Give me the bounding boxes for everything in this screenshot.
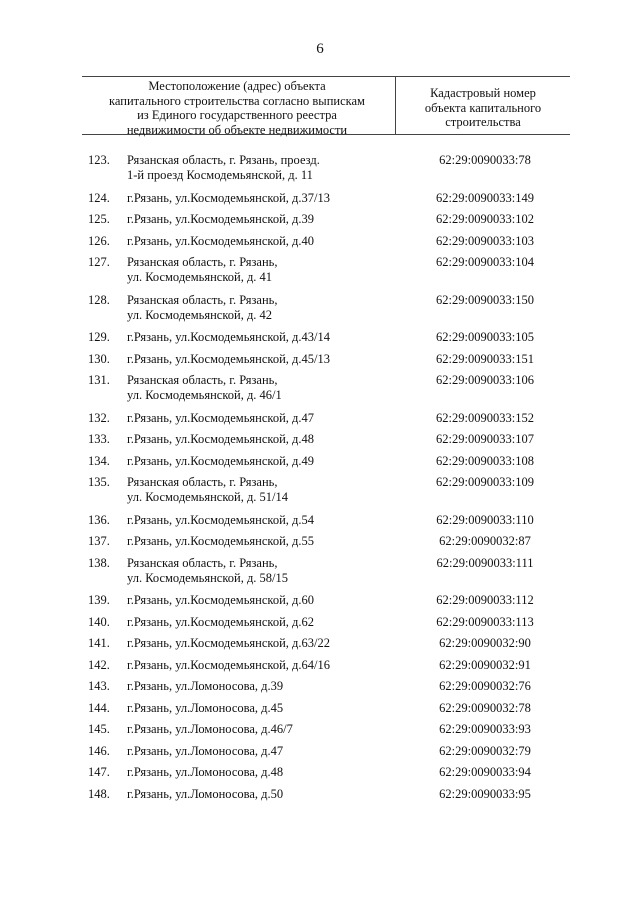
row-cadastral-number: 62:29:0090033:107: [436, 432, 534, 446]
row-cadastral-number: 62:29:0090033:111: [436, 555, 534, 570]
row-number: 135.: [88, 475, 110, 489]
row-address: [127, 191, 407, 206]
table-row: [0, 744, 640, 766]
table-row: [0, 454, 640, 476]
table-row: [0, 330, 640, 352]
table-row: [0, 513, 640, 535]
table-row: [0, 153, 640, 191]
row-number: 143.: [88, 679, 110, 693]
address-line: ул. Космодемьянской, д. 42: [127, 307, 273, 322]
row-address: [127, 293, 407, 323]
row-cadastral-number: 62:29:0090032:79: [439, 743, 531, 758]
table-body: [0, 153, 640, 808]
row-cadastral-number: 62:29:0090032:90: [439, 636, 531, 650]
row-number: 140.: [88, 614, 110, 629]
row-cadastral-number: 62:29:0090033:78: [439, 153, 531, 167]
page-number: 6: [316, 41, 324, 57]
row-cadastral-number: 62:29:0090032:87: [439, 534, 531, 548]
address-line: г.Рязань, ул.Ломоносова, д.45: [127, 700, 284, 715]
row-number: 128.: [88, 292, 110, 307]
table-row: [0, 234, 640, 256]
row-address: [127, 722, 407, 737]
table-row: [0, 373, 640, 411]
row-cadastral-number: 62:29:0090033:93: [439, 722, 531, 736]
row-number: 146.: [88, 743, 110, 758]
row-number: 131.: [88, 373, 110, 387]
table-row: [0, 636, 640, 658]
row-number: 148.: [88, 786, 110, 801]
row-address: [127, 593, 407, 608]
row-address: [127, 615, 407, 630]
address-header-line: Местоположение (адрес) объекта: [148, 79, 326, 93]
table-row: [0, 787, 640, 809]
address-line: г.Рязань, ул.Космодемьянской, д.63/22: [127, 636, 330, 650]
address-line: г.Рязань, ул.Ломоносова, д.50: [127, 786, 284, 801]
table-header: [82, 76, 570, 135]
row-number: 130.: [88, 351, 110, 366]
address-line: ул. Космодемьянской, д. 41: [127, 270, 273, 284]
row-number: 123.: [88, 153, 110, 167]
address-line: г.Рязань, ул.Космодемьянской, д.55: [127, 534, 314, 548]
address-line: ул. Космодемьянской, д. 46/1: [127, 388, 282, 402]
cadastral-header-line: строительства: [445, 115, 521, 129]
table-row: [0, 765, 640, 787]
row-number: 147.: [88, 765, 110, 779]
address-line: Рязанская область, г. Рязань, проезд.: [127, 153, 320, 167]
row-cadastral-number: 62:29:0090032:76: [439, 679, 531, 693]
row-cadastral-number: 62:29:0090033:105: [436, 330, 534, 344]
row-cadastral-number: 62:29:0090033:149: [436, 190, 534, 205]
cadastral-column-header: [396, 86, 570, 130]
address-header-line: недвижимости об объекте недвижимости: [126, 122, 348, 137]
row-number: 141.: [88, 636, 110, 650]
table-row: [0, 701, 640, 723]
address-line: г.Рязань, ул.Космодемьянской, д.54: [127, 512, 314, 527]
table-row: [0, 411, 640, 433]
address-line: Рязанская область, г. Рязань,: [127, 255, 278, 269]
row-address: [127, 513, 407, 528]
table-row: [0, 722, 640, 744]
table-row: [0, 352, 640, 374]
row-address: [127, 330, 407, 345]
address-column-header: [82, 79, 392, 137]
row-address: [127, 454, 407, 469]
address-line: г.Рязань, ул.Космодемьянской, д.49: [127, 453, 314, 468]
address-line: г.Рязань, ул.Ломоносова, д.48: [127, 765, 284, 779]
address-line: г.Рязань, ул.Космодемьянской, д.39: [127, 212, 314, 226]
address-line: г.Рязань, ул.Космодемьянской, д.37/13: [127, 190, 330, 205]
row-number: 125.: [88, 212, 110, 226]
row-address: [127, 352, 407, 367]
address-line: Рязанская область, г. Рязань,: [127, 555, 278, 570]
row-address: [127, 636, 407, 651]
address-line: г.Рязань, ул.Ломоносова, д.39: [127, 679, 284, 693]
table-row: [0, 432, 640, 454]
table-row: [0, 212, 640, 234]
table-row: [0, 475, 640, 513]
row-cadastral-number: 62:29:0090032:78: [439, 700, 531, 715]
address-line: г.Рязань, ул.Космодемьянской, д.64/16: [127, 657, 330, 672]
table-row: [0, 679, 640, 701]
address-line: г.Рязань, ул.Космодемьянской, д.43/14: [127, 330, 330, 344]
row-address: [127, 432, 407, 447]
row-address: [127, 787, 407, 802]
address-line: г.Рязань, ул.Космодемьянской, д.62: [127, 614, 314, 629]
row-number: 126.: [88, 233, 110, 248]
row-cadastral-number: 62:29:0090033:113: [436, 614, 534, 629]
table-row: [0, 255, 640, 293]
table-row: [0, 658, 640, 680]
row-number: 139.: [88, 593, 110, 607]
row-cadastral-number: 62:29:0090033:150: [436, 292, 534, 307]
address-line: ул. Космодемьянской, д. 58/15: [127, 570, 289, 585]
row-address: [127, 255, 407, 285]
address-line: г.Рязань, ул.Космодемьянской, д.47: [127, 410, 314, 425]
address-line: г.Рязань, ул.Космодемьянской, д.40: [127, 233, 314, 248]
address-line: г.Рязань, ул.Ломоносова, д.46/7: [127, 722, 293, 736]
row-address: [127, 212, 407, 227]
row-address: [127, 556, 407, 586]
table-row: [0, 191, 640, 213]
row-number: 137.: [88, 534, 110, 548]
row-number: 138.: [88, 555, 110, 570]
address-line: ул. Космодемьянской, д. 51/14: [127, 490, 289, 504]
cadastral-header-line: Кадастровый номер: [430, 86, 536, 100]
row-address: [127, 153, 407, 183]
address-header-line: капитального строительства согласно выпискам: [109, 93, 365, 108]
row-address: [127, 744, 407, 759]
row-cadastral-number: 62:29:0090033:95: [439, 786, 531, 801]
row-cadastral-number: 62:29:0090033:104: [436, 255, 534, 269]
row-cadastral-number: 62:29:0090033:152: [436, 410, 534, 425]
row-address: [127, 411, 407, 426]
row-number: 144.: [88, 700, 110, 715]
row-cadastral-number: 62:29:0090033:108: [436, 453, 534, 468]
row-address: [127, 475, 407, 505]
table-row: [0, 593, 640, 615]
row-cadastral-number: 62:29:0090033:106: [436, 373, 534, 387]
row-cadastral-number: 62:29:0090033:94: [439, 765, 531, 779]
row-cadastral-number: 62:29:0090032:91: [439, 657, 531, 672]
row-address: [127, 701, 407, 716]
table-row: [0, 293, 640, 331]
address-line: г.Рязань, ул.Космодемьянской, д.45/13: [127, 351, 330, 366]
row-number: 127.: [88, 255, 110, 269]
row-address: [127, 679, 407, 694]
address-line: г.Рязань, ул.Космодемьянской, д.60: [127, 593, 314, 607]
table-row: [0, 534, 640, 556]
row-number: 145.: [88, 722, 110, 736]
row-cadastral-number: 62:29:0090033:110: [436, 512, 534, 527]
row-cadastral-number: 62:29:0090033:112: [436, 593, 534, 607]
row-cadastral-number: 62:29:0090033:103: [436, 233, 534, 248]
row-address: [127, 658, 407, 673]
table-row: [0, 556, 640, 594]
row-address: [127, 373, 407, 403]
address-line: Рязанская область, г. Рязань,: [127, 475, 278, 489]
address-line: 1-й проезд Космодемьянской, д. 11: [127, 168, 313, 182]
row-number: 134.: [88, 453, 110, 468]
row-address: [127, 534, 407, 549]
row-address: [127, 234, 407, 249]
row-number: 129.: [88, 330, 110, 344]
row-number: 142.: [88, 657, 110, 672]
row-cadastral-number: 62:29:0090033:102: [436, 212, 534, 226]
row-cadastral-number: 62:29:0090033:151: [436, 351, 534, 366]
row-number: 133.: [88, 432, 110, 446]
address-line: г.Рязань, ул.Космодемьянской, д.48: [127, 432, 314, 446]
address-line: Рязанская область, г. Рязань,: [127, 373, 278, 387]
cadastral-header-line: объекта капитального: [424, 100, 542, 115]
row-address: [127, 765, 407, 780]
row-number: 136.: [88, 512, 110, 527]
row-number: 124.: [88, 190, 110, 205]
address-line: Рязанская область, г. Рязань,: [127, 292, 278, 307]
row-cadastral-number: 62:29:0090033:109: [436, 475, 534, 489]
address-header-line: из Единого государственного реестра: [137, 108, 337, 122]
table-row: [0, 615, 640, 637]
address-line: г.Рязань, ул.Ломоносова, д.47: [127, 743, 284, 758]
row-number: 132.: [88, 410, 110, 425]
